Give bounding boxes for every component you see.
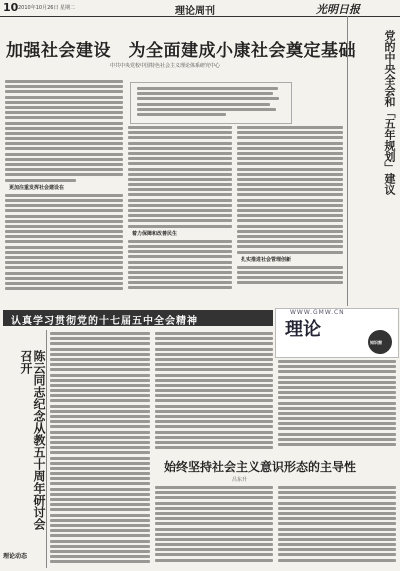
subhead-1: 更加注重发挥社会建设在 — [9, 184, 65, 191]
column-divider — [46, 330, 47, 568]
second-column-1 — [50, 332, 150, 564]
logo-url: WWW.GMW.CN — [290, 309, 345, 316]
subhead-2: 着力保障和改善民生 — [132, 230, 178, 237]
subhead-3: 扎实推进社会管理创新 — [241, 256, 292, 263]
second-headline: 始终坚持社会主义意识形态的主导性 — [164, 460, 357, 474]
lead-headline: 加强社会建设 为全面建成小康社会奠定基础 — [6, 41, 356, 61]
section-title: 理论周刊 — [175, 6, 215, 17]
second-byline: 吕东升 — [232, 477, 248, 483]
lead-byline: 中共中央党校中国特色社会主义理论体系研究中心 — [110, 63, 221, 69]
badge-text: 知识窗 — [370, 340, 382, 345]
third-column-1 — [155, 486, 273, 566]
sidebar-title: 党的中央全会和「五年规划」建议 — [383, 30, 396, 195]
masthead: 光明日报 — [316, 3, 360, 16]
date-line: 2010年10月26日 星期二 — [18, 5, 76, 11]
second-column-3 — [278, 360, 396, 452]
lead-column-3 — [237, 126, 343, 306]
lead-column-2 — [128, 126, 232, 306]
study-banner — [3, 310, 273, 326]
third-column-2 — [278, 486, 396, 566]
second-vertical-headline: 陈云同志纪念从教五十周年研讨会召开 — [19, 350, 46, 530]
second-column-2 — [155, 332, 273, 452]
lead-column-1 — [5, 80, 123, 305]
page-number: 10 — [3, 1, 19, 14]
logo-word: 理论 — [285, 319, 321, 340]
corner-label: 理论动态 — [3, 553, 28, 560]
summary-box — [130, 82, 292, 124]
banner-text: 认真学习贯彻党的十七届五中全会精神 — [11, 316, 198, 327]
